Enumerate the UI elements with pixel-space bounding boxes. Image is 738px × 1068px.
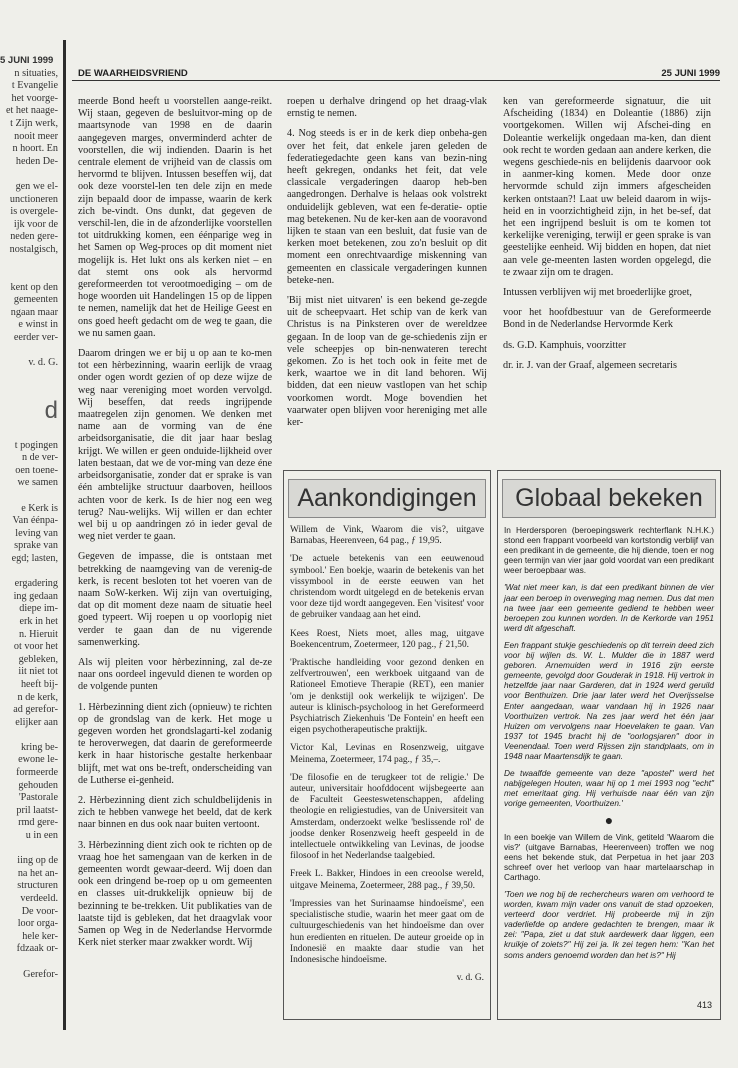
- magazine-title: DE WAARHEIDSVRIEND: [78, 68, 188, 79]
- previous-page-line: t pogingen: [14, 439, 58, 451]
- secretary-signature: dr. ir. J. van der Graaf, algemeen secretaris: [503, 359, 677, 371]
- column-quote: 'Toen we nog bij de rechercheurs waren om verhoord te worden, kwam mijn vader ons vanuit de stad opzoeken, verteerd door verdriet. Hij probeerde mij in zijn vaderliefde op andere gedachten te brengen, maar ik zei: "Papa, ziet u dat stuk aardewerk daar liggen, een kruikje of zoiets?" Hij zei ja. Ik zei tegen hem: "Kan het soms anders genoemd worden dan het is?" Hij: [504, 889, 714, 960]
- globaal-bekeken-body: [504, 525, 714, 960]
- previous-page-line: heeft bij-: [20, 678, 58, 690]
- previous-page-line: gebleken,: [18, 653, 58, 665]
- announcements-title: Aankondigingen: [288, 479, 486, 518]
- issue-date: 25 JUNI 1999: [661, 68, 720, 79]
- announcement-entry: 'De filosofie en de terugkeer tot de religie.' De auteur, universitair hoofddocent wijsbegeerte aan de Faculteit Geesteswetenschappen, afdeling theologie en religiestudies, van de Universiteit van Amsterdam, onderzoekt welke 'beslissende rol' de joodse denker Rosenzweig heeft gespeeld in de intellectuele ontwikkeling van Levinas, de joodse filosoof in het Nederlandse taalgebied.: [290, 772, 484, 862]
- column-paragraph: In een boekje van Willem de Vink, getiteld 'Waarom die vis?' (uitgave Barnabas, Heerenveen) troffen we nog eens het bekende stuk, dat Perpetua in het jaar 203 schreef over het verloop van haar martelaarschap in Carthago.: [504, 831, 714, 882]
- page-gutter: [63, 40, 66, 1030]
- previous-page-edge: [0, 55, 58, 1045]
- previous-page-line: n situaties,: [14, 67, 58, 79]
- bullet-separator-icon: ●: [604, 812, 614, 829]
- previous-page-line: gen we el-: [15, 180, 58, 192]
- previous-page-line: ergadering: [14, 578, 58, 590]
- previous-page-line: we samen: [17, 477, 58, 489]
- article-column-2: [287, 96, 487, 437]
- previous-page-line: na het an-: [17, 867, 58, 879]
- previous-page-line: Gerefor-: [23, 968, 58, 980]
- announcement-entry: 'Praktische handleiding voor gezond denken en zelfvertrouwen', een werkboek uitgaand van de Rationeel Emotieve Therapie (RET), een manier 'om je denkstijl ook werkelijk te wijzigen'. De auteur is klinisch-psycholoog in het Gereformeerd Psychiatrisch Ziekenhuis 'De Fontein' en heeft een eigen psychotherapeutische praktijk.: [290, 658, 484, 736]
- announcement-entry: Victor Kal, Levinas en Rosenzweig, uitgave Meinema, Zoetermeer, 174 pag., ƒ 35,–.: [290, 743, 484, 765]
- previous-page-line: eerder ver-: [13, 332, 58, 344]
- previous-page-line: iing op de: [17, 855, 58, 867]
- previous-page-line: u in een: [25, 830, 58, 842]
- previous-page-line: [0, 269, 58, 282]
- announcement-entry: Freek L. Bakker, Hindoes in een creoolse wereld, uitgave Meinema, Zoetermeer, 288 pag., ƒ 39,50.: [290, 869, 484, 891]
- previous-page-line: gehouden: [18, 779, 58, 791]
- article-column-3: [503, 96, 711, 380]
- previous-page-line: is overgele-: [10, 206, 58, 218]
- article-paragraph: 3. Hèrbezinning dient zich ook te richten op de vraag hoe het samengaan van de kerken in de gemeenten wordt gewaar-deerd. Wij doen dan ook een dringend be-roep op u om gemeenten en classes uit-drukkelijk opnieuw bij de bezinning te be-trekken. Uit publikaties van de laatste tijd is gebleken, dat het draagvlak voor Samen op Weg in de Nederlandse Hervormde Kerk niet sterker maar zwakker wordt. Wij: [78, 839, 272, 949]
- previous-page-line: loor orga-: [17, 918, 58, 930]
- announcements-box: [283, 470, 491, 1020]
- previous-page-line: ing gedaan: [13, 590, 58, 602]
- previous-page-line: Van éénpa-: [12, 515, 58, 527]
- previous-page-lines: [0, 68, 58, 982]
- article-paragraph: roepen u derhalve dringend op het draag-vlak ernstig te nemen.: [287, 96, 487, 120]
- article-paragraph: 'Bij mist niet uitvaren' is een bekend ge-zegde uit de scheepvaart. Het schip van de kerk van Christus is na Pinksteren over de wereldzee gegaan. In de loop van de ge-schiedenis zijn er vele scheepjes op bin-nenwateren terecht gekomen. Zo is het toch ook in feite met de kerk, waartoe we in dit land behoren. Wij bidden, dat een nieuw vastlopen van het schip voorkomen wordt. Moge bovendien het vaarwater open blijven voor hereniging met alle ker-: [287, 295, 487, 429]
- previous-page-line: [0, 382, 58, 395]
- previous-page-line: De voor-: [21, 905, 58, 917]
- article-paragraph: Daarom dringen we er bij u op aan te ko-men tot een hèrbezinning, waarin eerlijk de vraag onder ogen wordt gezien of op deze wijze de weg naar vereniging moet worden vervolgd. Wij beseffen, dat reeds ingrijpende maatregelen zijn genomen. We denken met name aan de vorming van de éne arbeidsorganisatie, die dit jaar haar beslag krijgt. We willen er geen onduide-lijkheid over laten bestaan, dat we de vor-ming van deze éne arbeidsorganisatie, zonder dat er sprake is van één ambtelijke structuur daarboven, heilloos achten voor de kerk. Is de hier nog een weg terug? Nau-welijks. Wij willen er dan echter wel bij u op aandringen zó in ieder geval de weg niet verder te gaan.: [78, 348, 272, 543]
- previous-page-line: [0, 257, 58, 270]
- previous-page-line: n. Hieruit: [18, 628, 58, 640]
- previous-page-line: verdeeld.: [20, 893, 58, 904]
- previous-page-line: heden De-: [15, 155, 58, 167]
- previous-page-line: 'Pastorale: [18, 792, 58, 804]
- previous-page-line: fdzaak or-: [16, 943, 58, 955]
- previous-page-line: [0, 168, 58, 181]
- article-paragraph: Gegeven de impasse, die is ontstaan met betrekking de naamgeving van de verenig-de kerk, is recent besloten tot het voeren van de naam SoW-kerken. Wij zijn van overtuiging, dat op dit moment deze naam de situatie heel goed typeert. Wij roepen u op voorlopig niet verder te gaan dan de nu vigerende samenwerking.: [78, 551, 272, 648]
- previous-page-line: nooit meer: [14, 130, 58, 142]
- previous-page-line: rmd gere-: [18, 817, 58, 829]
- board-signature: voor het hoofdbestuur van de Gereformeerde Bond in de Nederlandse Hervormde Kerk: [503, 307, 711, 331]
- closing-greeting: Intussen verblijven wij met broederlijke groet,: [503, 287, 692, 299]
- article-paragraph: ken van gereformeerde signatuur, die uit Afscheiding (1834) en Doleantie (1886) zijn voortgekomen. Willen wij Afschei-ding en Doleantie werkelijk ongedaan ma-ken, dan dient ook recht te worden gedaan aan andere kerken, die wegens geschiede-nis en belijdenis daarvoor ook in aanmer-king komen. Mede door onze hervormde schuld zijn immers afgescheiden kerken ontstaan?! Laat uw beleid daarom in wijs-heid en in voorzichtigheid zijn, in het be-sef, dat het een ingrijpend besluit is om te komen tot kerkelijke vereniging, terwijl er geen sprake is van geestelijke eenheid. Wij bidden en hopen, dat niet aan vele ge-meenten lasten worden opgelegd, die te zwaar zijn om te dragen.: [503, 96, 711, 278]
- article-column-1: [78, 96, 272, 957]
- previous-page-line: ot voor het: [13, 641, 58, 653]
- previous-page-line: et het naage-: [5, 105, 58, 117]
- announcement-entry: Willem de Vink, Waarom die vis?, uitgave Barnabas, Heerenveen, 64 pag., ƒ 19,95.: [290, 525, 484, 547]
- previous-page-line: [0, 427, 58, 440]
- previous-page-line: [0, 566, 58, 579]
- article-paragraph: 2. Hèrbezinning dient zich schuldbelijdenis in zich te hebben vanwege het beeld, dat de kerk naar binnen en dus ook naar buiten vertoont.: [78, 794, 272, 831]
- announcements-body: [290, 525, 484, 984]
- previous-page-line: diepe im-: [19, 603, 58, 615]
- previous-page-line: ngaan maar: [10, 306, 58, 318]
- previous-page-line: oen toene-: [15, 464, 58, 476]
- previous-page-line: [0, 490, 58, 503]
- previous-page-line: nostalgisch,: [9, 243, 58, 255]
- chairman-signature: ds. G.D. Kamphuis, voorzitter: [503, 339, 627, 351]
- previous-page-line: elijker aan: [15, 716, 58, 728]
- globaal-bekeken-box: [497, 470, 721, 1020]
- previous-page-line: iit niet tot: [18, 666, 58, 678]
- announcement-entry: 'Impressies van het Surinaamse hindoeïsme', een specialistische studie, waarin het meer gaat om de cultuurgeschiedenis van het hindoeïsme dan over hun eredienten en rituelen. De auteur groeide op in Indonesië en maakte daar studie van het Indonesische hindoeïsme.: [290, 898, 484, 965]
- column-quote: De twaalfde gemeente van deze "apostel" werd het nabijgelegen Houten, waar hij op 1 mei 1993 nog "echt" met emeritaat ging. Hij verhuisde naar één van zijn vorige gemeenten, Voorthuizen.': [504, 768, 714, 809]
- previous-page-line: t Zijn werk,: [10, 117, 58, 129]
- column-quote: Een frappant stukje geschiedenis op dit terrein deed zich voor bij wijlen ds. W. L. Mulder die in 1887 werd geboren. Arnemuiden werd in 1916 zijn eerste gemeente, gevolgd door Gouderak in 1918. Hij vertrok in hetzelfde jaar naar Garderen, dat in 1924 werd geruild voor Benthuizen. Drie jaar later werd het Overijsselse Enter aangedaan, waar vandaan hij in 1926 naar Voorthuizen vertrok. Na zes jaar werd het één jaar Huizen om vervolgens naar Hoevelaken te gaan. Van 1937 tot 1945 bracht hij de "oorlogsjaren" door in Veenendaal. Toen werd Rijssen zijn standplaats, om in 1948 naar Maartensdijk te gaan.: [504, 639, 714, 761]
- previous-page-line: e Kerk is: [21, 502, 58, 514]
- previous-page-line: n hoort. En: [12, 143, 58, 155]
- previous-page-line: d: [44, 397, 58, 425]
- previous-page-line: [0, 956, 58, 969]
- page-number: 413: [697, 1000, 713, 1010]
- previous-page-line: n de ver-: [22, 452, 58, 464]
- previous-page-line: e winst in: [18, 319, 58, 331]
- article-paragraph: 1. Hèrbezinning dient zich (opnieuw) te richten op de grondslag van de kerk. Het moge u gegeven worden het grondslagarti-kel zodanig te heroverwegen, dat daarin de gereformeerde kerk in haar historische gestalte herkenbaar blijft, met wat ons be-treft, onderscheiding van de Lutherse ei-genheid.: [78, 701, 272, 786]
- previous-page-line: structuren: [17, 880, 58, 892]
- previous-page-line: kring be-: [20, 741, 58, 753]
- previous-page-line: n de kerk,: [17, 691, 58, 703]
- previous-page-line: t Evangelie: [11, 80, 58, 92]
- column-paragraph: In Herdersporen (beroepingswerk rechterflank N.H.K.) stond een frappant voorbeeld van kortstondig verblijf van een predikant in de gemeente, die hij diende, toen er nog geen termijn van vier jaar gold voordat van een predikant weer beroepbaar was.: [504, 525, 714, 576]
- previous-page-line: erk in het: [19, 615, 58, 627]
- article-paragraph: Als wij pleiten voor hèrbezinning, zal de-ze naar ons oordeel ingevuld dienen te worden op de volgende punten: [78, 656, 272, 693]
- previous-page-line: [0, 843, 58, 856]
- column-quote: 'Wat niet meer kan, is dat een predikant binnen de vier jaar een beroep in overweging mag nemen. Dus dat men na twee jaar een gemeente gediend te hebben weer beroepen zou kunnen worden. In de Kerkorde van 1951 werd dit afgeschaft.: [504, 582, 714, 633]
- previous-page-line: ad gerefor-: [13, 704, 58, 716]
- previous-page-line: het voorge-: [11, 92, 58, 104]
- previous-page-line: neden gere-: [10, 231, 58, 243]
- previous-page-line: gemeenten: [13, 294, 58, 306]
- previous-page-line: unctioneren: [9, 193, 58, 205]
- previous-page-line: [0, 345, 58, 358]
- previous-page-line: [0, 370, 58, 383]
- previous-page-line: ewone le-: [18, 754, 58, 766]
- header-rule: [72, 80, 720, 81]
- announcement-entry: Kees Roest, Niets moet, alles mag, uitgave Boekencentrum, Zoetermeer, 120 pag., ƒ 21,50.: [290, 628, 484, 650]
- previous-page-date: 5 JUNI 1999: [0, 55, 54, 66]
- announcement-entry: 'De actuele betekenis van een eeuwenoud symbool.' Een boekje, waarin de betekenis van het vissymbool in de eerste eeuwen van het christendom wordt uitgelegd en de betekenis ervan voor deze tijd wordt aangegeven. Een 'visitest' voor de gebruiker vandaag aan het eind.: [290, 554, 484, 621]
- announcements-signature: v. d. G.: [456, 973, 484, 984]
- previous-page-line: sprake van: [14, 540, 58, 552]
- previous-page-line: kent op den: [10, 281, 58, 293]
- previous-page-line: ijk voor de: [13, 218, 58, 230]
- previous-page-line: pril laatst-: [16, 804, 58, 816]
- previous-page-line: v. d. G.: [28, 357, 58, 369]
- previous-page-line: formeerde: [16, 767, 58, 779]
- article-paragraph: 4. Nog steeds is er in de kerk diep onbeha-gen over het feit, dat enkele jaren geleden de federatiegedachte geen kans van bezin-ning heeft gekregen, ondanks het feit, dat vele classicale vergaderingen daarop heb-ben aangedrongen. Derhalve is helaas ook volstrekt onduidelijk gebleven, wat een fe-deratie- optie mag betekenen. Nu de ker-ken aan de vooravond lijken te staan van een besluit, dat fusie van de kerken moet betekenen, zou zo'n besluit op dit moment een onrechtvaardige miskenning van gemeenten en classicale vergaderingen kunnen beteke-nen.: [287, 128, 487, 286]
- previous-page-line: [0, 729, 58, 742]
- article-paragraph: meerde Bond heeft u voorstellen aange-reikt. Wij staan, gegeven de besluitvor-ming op de maartsynode van 1998 en de daarin aangegeven marges, onverminderd achter de voorstellen, die wij indienden. Daarin is het centrale element de vrijheid van de classis om hervormd te blijven. Intussen beseffen wij, dat ook deze voorstel-len ten dele zijn en mede zijn bepaald door de impasse, waarin de kerk zich be-vindt. Ons dunkt, dat gegeven de verschil-len, die in de afzonderlijke voorstellen tot uitdrukking komen, een éénparige weg in het Samen op Weg-proces op dit moment niet mogelijk is. Het lukt ons als kerken niet – en dat stemt ons ook als hervormd gereformeerden tot verootmoediging – om de hoge woorden uit Handelingen 15 op de lippen te nemen, namelijk dat het de Heilige Geest en ons goed heeft gedacht om de weg te gaan, die we nu samen gaan.: [78, 96, 272, 339]
- previous-page-line: leving van: [15, 527, 58, 539]
- previous-page-line: egd; lasten,: [11, 552, 58, 564]
- previous-page-line: hele ker-: [22, 930, 58, 942]
- globaal-bekeken-title: Globaal bekeken: [502, 479, 716, 518]
